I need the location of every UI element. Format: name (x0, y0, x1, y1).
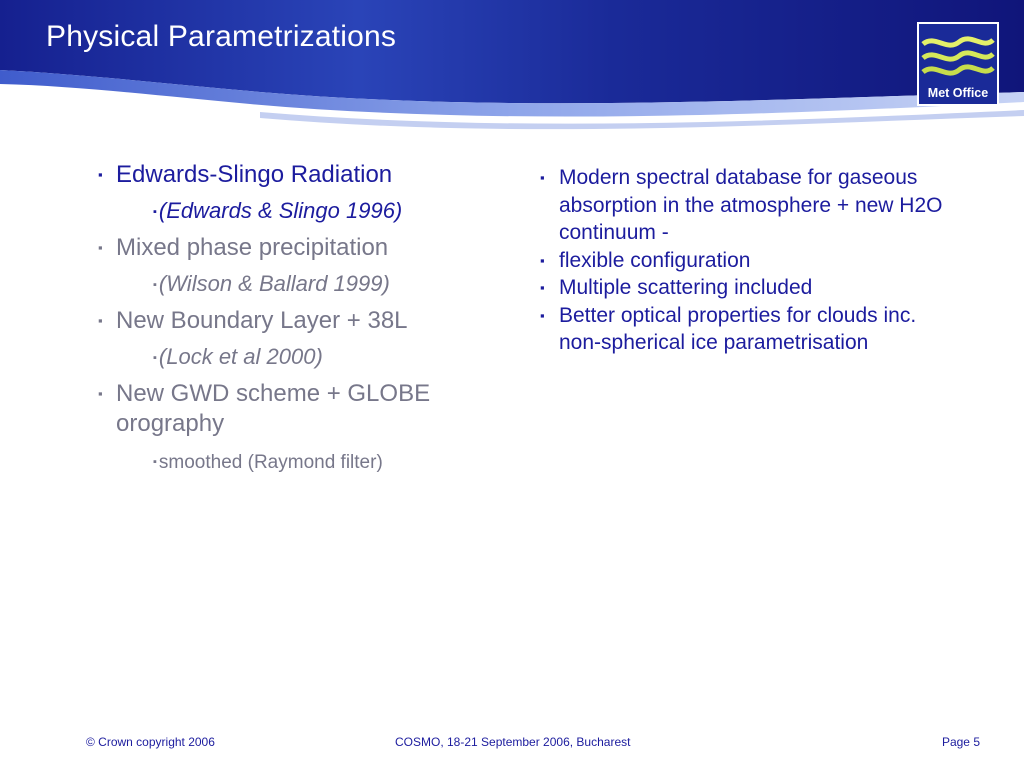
sub-item (98, 447, 518, 478)
sub-item-text: (Lock et al 2000) (158, 344, 323, 369)
slide-title: Physical Parametrizations (46, 20, 397, 53)
bullet-icon: ▪ (153, 279, 157, 291)
item-text: New GWD scheme + GLOBE orography (116, 380, 431, 437)
list-item (98, 160, 518, 190)
bullet-icon: ▪ (153, 456, 157, 468)
slide-header (0, 0, 1024, 140)
met-office-logo (917, 22, 999, 106)
item-text: Edwards-Slingo Radiation (116, 161, 393, 188)
item-text: Better optical properties for clouds inc. non-spherical ice parametrisation (559, 303, 917, 354)
sub-item-text: (Edwards & Slingo 1996) (158, 198, 403, 223)
list-item (540, 247, 960, 275)
sub-item (98, 342, 518, 373)
bullet-icon: ▪ (98, 313, 103, 328)
sub-item (98, 196, 518, 227)
bullet-icon: ▪ (540, 252, 545, 268)
item-text: New Boundary Layer + 38L (116, 307, 408, 334)
list-item (98, 379, 518, 439)
bullet-icon: ▪ (98, 167, 103, 182)
sub-item-text: smoothed (Raymond filter) (158, 452, 383, 473)
bullet-icon: ▪ (153, 352, 157, 364)
logo-label: Met Office (927, 86, 989, 100)
bullet-icon: ▪ (540, 307, 545, 323)
sub-item-text: (Wilson & Ballard 1999) (158, 271, 390, 296)
item-text: Mixed phase precipitation (116, 234, 389, 261)
item-text: Multiple scattering included (559, 276, 813, 299)
bullet-icon: ▪ (153, 206, 157, 218)
bullet-icon: ▪ (540, 170, 545, 185)
list-item (98, 306, 518, 336)
sub-item (98, 269, 518, 300)
list-item (540, 164, 960, 247)
right-bullet-list (540, 164, 960, 357)
left-bullet-list (98, 160, 518, 484)
bullet-icon: ▪ (540, 280, 545, 295)
footer-copyright: © Crown copyright 2006 (86, 735, 215, 749)
footer-event: COSMO, 18-21 September 2006, Bucharest (395, 735, 631, 749)
list-item (540, 302, 960, 357)
bullet-icon: ▪ (98, 386, 103, 401)
list-item (98, 233, 518, 263)
item-text: Modern spectral database for gaseous absorption in the atmosphere + new H2O continuum - (559, 166, 943, 244)
footer-page-number: Page 5 (941, 735, 980, 749)
list-item (540, 274, 960, 302)
bullet-icon: ▪ (98, 240, 103, 255)
item-text: flexible configuration (559, 248, 751, 272)
